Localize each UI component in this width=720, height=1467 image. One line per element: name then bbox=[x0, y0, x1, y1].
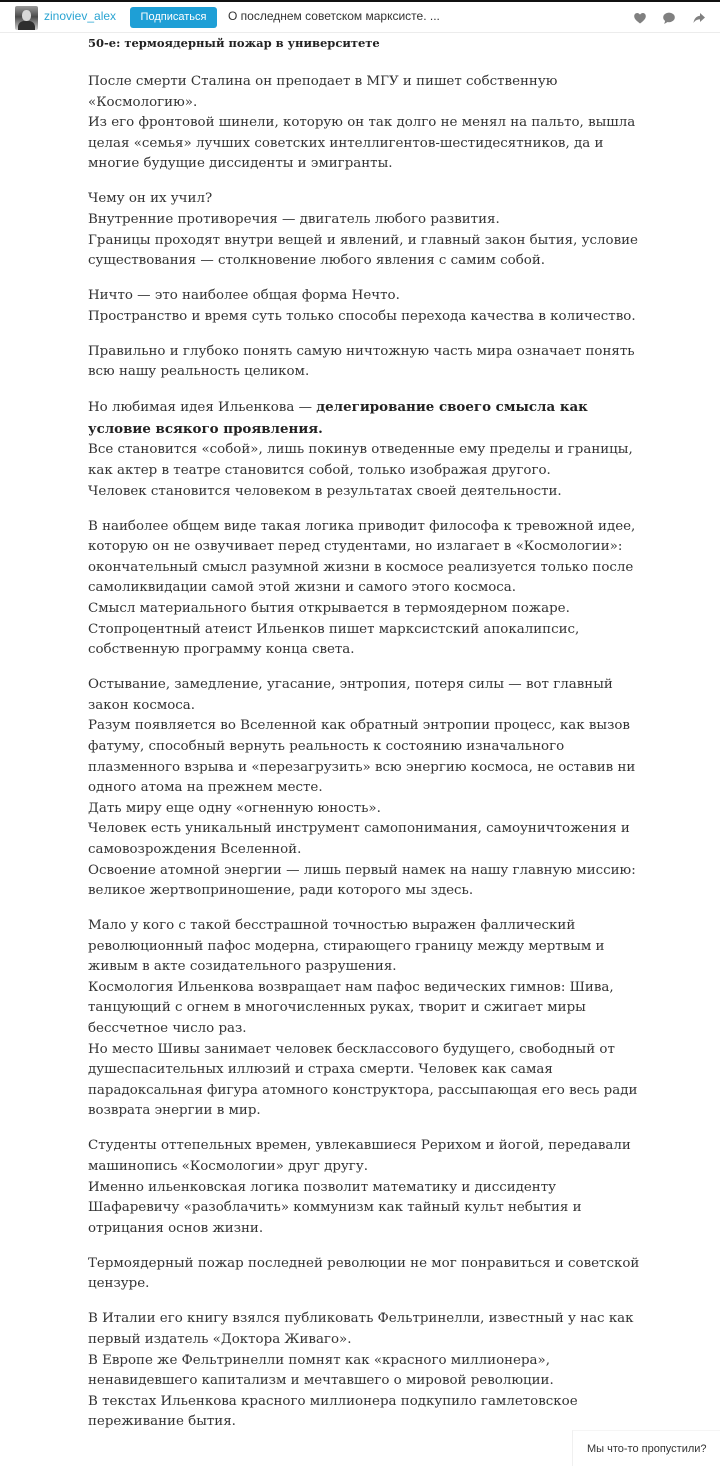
text-line: Правильно и глубоко понять самую ничтожную часть мира означает понять всю нашу реальность целиком. bbox=[88, 343, 635, 380]
text-line: В текстах Ильенкова красного миллионера подкупило гамлетовское переживание бытия. bbox=[88, 1393, 578, 1430]
feedback-widget-button[interactable]: Мы что-то пропустили? bbox=[572, 1430, 720, 1466]
paragraph bbox=[88, 397, 648, 502]
comment-icon[interactable] bbox=[662, 11, 676, 25]
text-line: Освоение атомной энергии — лишь первый намек на нашу главную миссию: великое жертвоприношение, ради которого мы здесь. bbox=[88, 862, 636, 899]
paragraph bbox=[88, 1309, 648, 1433]
avatar-body bbox=[18, 21, 35, 30]
text-line: Разум появляется во Вселенной как обратный энтропии процесс, как вызов фатуму, способный вернуть реальность к состоянию изначального плазменного взрыва и «перезагрузить» всю энергию космоса, не оставив ни одного атома на прежнем месте. bbox=[88, 718, 636, 796]
paragraph bbox=[88, 1136, 648, 1239]
text-line: Ничто — это наиболее общая форма Нечто. bbox=[88, 288, 400, 304]
text-line: Космология Ильенкова возвращает нам пафос ведических гимнов: Шива, танцующий с огнем в многочисленных руках, творит и сжигает миры бессчетное число раз. bbox=[88, 979, 614, 1037]
paragraph bbox=[88, 286, 648, 327]
text-line: Внутренние противоречия — двигатель любого развития. bbox=[88, 211, 500, 227]
section-heading: 50-е: термоядерный пожар в университете bbox=[88, 36, 380, 50]
paragraph bbox=[88, 72, 648, 175]
bold-emphasis: делегирование своего смысла как условие всякого проявления bbox=[88, 399, 588, 437]
post-title: О последнем советском марксисте. ... bbox=[228, 9, 440, 23]
text-line: Все становится «собой», лишь покинув отведенные ему пределы и границы, как актер в театре становится собой, только изображая другого. bbox=[88, 442, 633, 479]
paragraph bbox=[88, 1254, 648, 1295]
share-icon[interactable] bbox=[692, 11, 706, 25]
text-line: Чему он их учил? bbox=[88, 191, 213, 207]
text-line: Дать миру еще одну «огненную юность». bbox=[88, 800, 381, 816]
paragraph bbox=[88, 342, 648, 383]
avatar[interactable] bbox=[15, 6, 38, 30]
text-line: Остывание, замедление, угасание, энтропия, потеря силы — вот главный закон космоса. bbox=[88, 677, 613, 713]
subscribe-button[interactable]: Подписаться bbox=[130, 7, 217, 28]
text-line: Пространство и время суть только способы перехода качества в количество. bbox=[88, 308, 636, 324]
text-line: Смысл материального бытия открывается в термоядерном пожаре. bbox=[88, 601, 570, 617]
avatar-face bbox=[22, 10, 31, 21]
text-line: Стопроцентный атеист Ильенков пишет марксистский апокалипсис, собственную программу конца света. bbox=[88, 621, 580, 658]
text-line: В наиболее общем виде такая логика приводит философа к тревожной идее, которую он не озвучивает перед студентами, но излагает в «Космологии»: окончательный смысл разумной жизни в космосе реализуется только после самоликвидации самой этой жизни и самого этого космоса. bbox=[88, 518, 636, 596]
text-line: Человек становится человеком в результатах своей деятельности. bbox=[88, 483, 562, 499]
text-line: Именно ильенковская логика позволит математику и диссиденту Шафаревичу «разоблачить» коммунизм как тайный культ небытия и отрицания основ жизни. bbox=[88, 1179, 582, 1236]
paragraph bbox=[88, 916, 648, 1122]
lead-text: Но любимая идея Ильенкова — bbox=[88, 400, 317, 416]
text-line: Термоядерный пожар последней революции не мог понравиться и советской цензуре. bbox=[88, 1255, 640, 1292]
text-line: Границы проходят внутри вещей и явлений, и главный закон бытия, условие существования — столкновение любого явления с самим собой. bbox=[88, 232, 638, 269]
paragraph bbox=[88, 189, 648, 271]
text-line: Но место Шивы занимает человек бесклассового будущего, свободный от душеспасительных иллюзий и страха смерти. Человек как самая парадоксальная фигура атомного конструктора, рассыпающая его весь ради возврата энергии в мир. bbox=[88, 1041, 638, 1119]
article-body bbox=[88, 33, 648, 1447]
text-line: В Европе же Фельтринелли помнят как «красного миллионера», ненавидевшего капитализм и мечтавшего о мировой революции. bbox=[88, 1352, 554, 1389]
author-username-link[interactable]: zinoviev_alex bbox=[44, 9, 117, 23]
text-line: Студенты оттепельных времен, увлекавшиеся Рерихом и йогой, передавали машинопись «Космологии» друг другу. bbox=[88, 1138, 631, 1175]
text-line: После смерти Сталина он преподает в МГУ и пишет собственную «Космологию». bbox=[88, 74, 558, 110]
paragraph bbox=[88, 675, 648, 902]
bold-emphasis-tail: . bbox=[318, 420, 323, 437]
heart-icon[interactable] bbox=[633, 11, 647, 25]
text-line: Из его фронтовой шинели, которую он так долго не менял на пальто, вышла целая «семья» лучших советских интеллигентов-шестидесятников, да и многие будущие диссиденты и эмигранты. bbox=[88, 115, 636, 172]
paragraph bbox=[88, 517, 648, 661]
text-line: Мало у кого с такой бесстрашной точностью выражен фаллический революционный пафос модерна, стирающего границу между мертвым и живым в акте созидательного разрушения. bbox=[88, 918, 605, 975]
text-line: В Италии его книгу взялся публиковать Фельтринелли, известный у нас как первый издатель «Доктора Живаго». bbox=[88, 1311, 634, 1347]
top-bar bbox=[0, 0, 720, 33]
text-line: Человек есть уникальный инструмент самопонимания, самоуничтожения и самовозрождения Вселенной. bbox=[88, 821, 630, 857]
text-line-with-emphasis bbox=[88, 397, 648, 440]
